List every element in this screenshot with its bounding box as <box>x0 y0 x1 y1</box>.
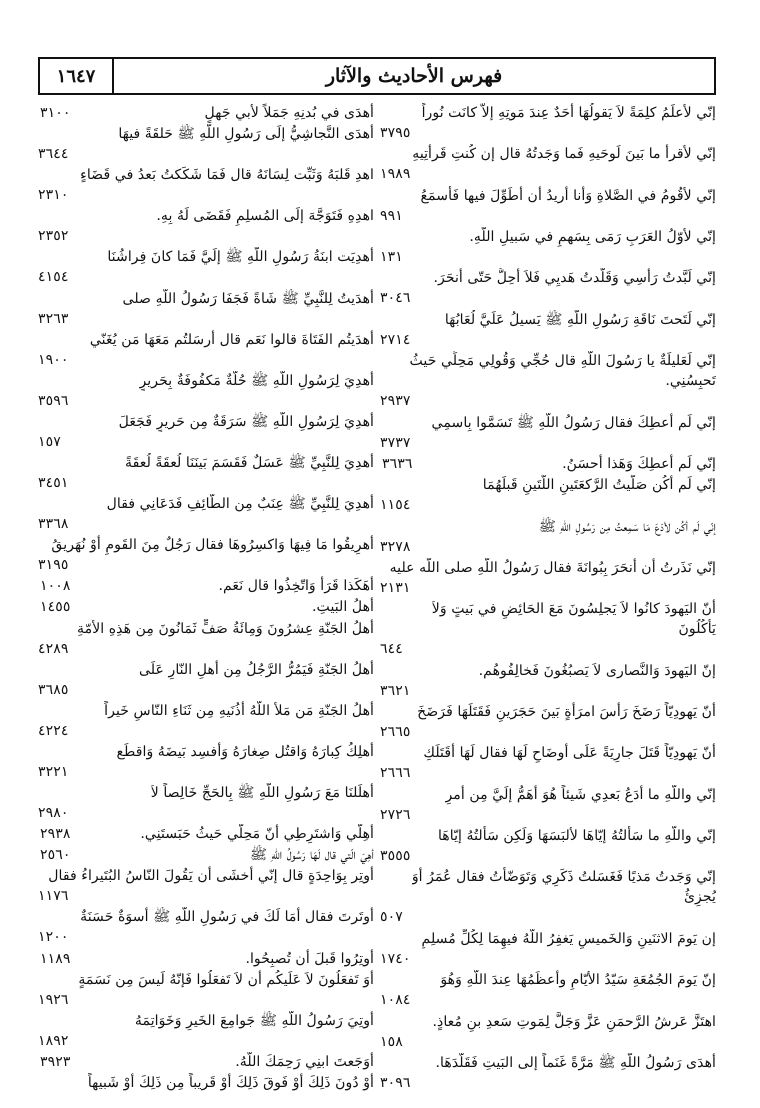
entry-line <box>380 1053 716 1073</box>
entry-line <box>380 144 716 164</box>
hadith-number: ٣٧٣٧ <box>380 434 411 451</box>
hadith-number: ٢٣٥٢ <box>38 228 69 245</box>
index-entry <box>380 268 716 308</box>
index-entry <box>38 970 374 1010</box>
entry-line <box>380 351 716 371</box>
index-entry <box>380 785 716 825</box>
entry-line <box>380 517 716 537</box>
index-entry <box>38 783 374 823</box>
index-entry <box>380 475 716 515</box>
index-entry <box>38 949 374 969</box>
entry-line <box>380 268 716 288</box>
hadith-text: يَأكُلُونَ <box>678 621 716 638</box>
index-entry <box>380 826 716 866</box>
entry-line <box>38 1011 374 1031</box>
hadith-text: أهلُ الجَنّةِ فَيَمُرُّ الرَّجُلُ مِن أهلِ النّارِ عَلَى <box>138 661 374 678</box>
hadith-number: ١٠٨٤ <box>380 992 411 1009</box>
hadith-number: ١٥٧ <box>38 433 61 450</box>
page-title: فهرس الأحاديث والآثار <box>325 65 503 87</box>
hadith-text: أُهدِيَ لِلنَّبِيِّ ﷺ عِنَبٌ مِن الطّائِفِ فَدَعَانِي فقال <box>106 496 374 513</box>
entry-line <box>380 413 716 433</box>
index-entry <box>38 576 374 596</box>
hadith-number: ١١٨٩ <box>40 950 71 967</box>
index-entry <box>38 535 374 575</box>
entry-line <box>38 103 374 123</box>
index-entry <box>38 289 374 329</box>
hadith-number: ١٤٥٥ <box>40 599 71 616</box>
index-entry <box>380 867 716 927</box>
index-entry <box>38 619 374 659</box>
entry-line <box>380 103 716 123</box>
hadith-number: ٣١٩٥ <box>38 557 69 574</box>
entry-line <box>380 743 716 763</box>
hadith-number: ٣٦٢١ <box>380 682 411 699</box>
hadith-number: ٣٩٢٣ <box>40 1053 71 1070</box>
hadith-text: إنّي لَم أكُن لأدَعَ مَا سَمِعتُ مِن رَسُولِ اللّهِ ﷺ <box>538 518 716 535</box>
hadith-number: ١٩٨٩ <box>380 166 411 183</box>
index-entry <box>38 824 374 844</box>
hadith-text: أهدَيتُ لِلنَّبِيِّ ﷺ شَاةً فَجَفَا رَسُولُ اللّهِ صلى <box>122 290 374 307</box>
hadith-text: إنّي وَجَدتُ مَذيًا فَغَسَلتُ ذَكَرِي وَتَوَضّأتُ فقال عُمَرُ أوَ <box>411 869 716 886</box>
index-entry <box>380 970 716 1010</box>
page-number: ١٦٤٧ <box>56 65 96 87</box>
entry-line <box>38 494 374 514</box>
hadith-number: ٢٧١٤ <box>380 331 411 348</box>
page-header <box>38 57 716 95</box>
hadith-text: أهلُ البَيتِ. <box>312 599 374 616</box>
entry-line <box>380 186 716 206</box>
hadith-text: اهدِهِ فَتَوَجَّهَ إلَى المُسلِمِ فَقَضَى لَهُ بِهِ. <box>156 208 374 225</box>
hadith-number: ٢١٣١ <box>380 579 411 596</box>
index-entry <box>38 866 374 906</box>
entry-line <box>38 742 374 762</box>
index-entry <box>380 351 716 411</box>
hadith-text: أوتِيَ رَسُولُ اللّهِ ﷺ جَوامِعَ الخَيرِ وَخَوَاتِمَهُ <box>134 1012 374 1029</box>
hadith-text: إنّي لَتَحتَ نَاقَةِ رَسُولِ اللّهِ ﷺ يَسيلُ عَلَيَّ لُعَابُهَا <box>444 311 716 328</box>
hadith-text: أوتَرتَ فقال أمَا لَكَ في رَسُولِ اللّهِ ﷺ أُسوَةٌ حَسَنَةٌ <box>80 909 374 926</box>
index-entry <box>380 558 716 598</box>
hadith-number: ٣٣٦٨ <box>38 516 69 533</box>
index-entry <box>38 845 374 865</box>
hadith-number: ٣٦٣٦ <box>382 455 413 472</box>
index-entry <box>38 165 374 205</box>
right-column <box>380 103 716 1093</box>
index-entry <box>380 454 716 474</box>
hadith-text: أنّ اليَهودَ كانُوا لاَ يَجلِسُونَ مَعَ الحَائِضِ في بَيتٍ وَلاَ <box>431 601 716 618</box>
hadith-text: أُهدِيَ لِلنَّبِيِّ ﷺ عَسَلٌ فَقَسَمَ بَينَنَا لُعقَةً لُعقَةً <box>124 454 374 471</box>
index-entry <box>38 330 374 370</box>
entry-line <box>38 289 374 309</box>
index-entry <box>380 310 716 350</box>
hadith-text: إنّي لأقُومُ في الصَّلاةِ وَأنا أُريدُ أن أُطَوِّلَ فيها فَأسمَعُ <box>420 187 716 204</box>
hadith-number: ٢٩٣٨ <box>40 826 71 843</box>
left-column <box>38 103 374 1093</box>
hadith-text: أهدَى رَسُولُ اللّهِ ﷺ مَرَّةً غَنَماً إلى البَيتِ فَقَلَّدَهَا. <box>435 1054 716 1071</box>
hadith-number: ٥٠٧ <box>380 909 403 926</box>
entry-line <box>38 124 374 144</box>
hadith-number: ١٧٤٠ <box>380 950 411 967</box>
hadith-text: إنّي لَبَّدتُ رَأسِي وَقَلَّدتُ هَديِي فَلاَ أُحِلُّ حَتّى أنحَرَ. <box>433 270 716 287</box>
index-entry <box>380 144 716 184</box>
index-entry <box>38 494 374 534</box>
entry-line <box>380 454 716 474</box>
entry-line <box>380 558 716 578</box>
index-entry <box>38 742 374 782</box>
entry-line <box>380 970 716 990</box>
index-entry <box>38 124 374 164</box>
hadith-text: أوْ دُونَ ذَلِكَ أوْ فَوقَ ذَلِكَ أوْ قَريباً مِن ذَلِكَ أوْ شَبيهاً <box>87 1074 374 1091</box>
hadith-number: ٤١٥٤ <box>38 269 69 286</box>
hadith-text: إنّي لأقرأُ ما بَينَ لَوحَيهِ فَما وَجَدتُهُ قال إن كُنتِ قَرأتِيهِ <box>412 146 716 163</box>
index-entry <box>38 103 374 123</box>
hadith-text: إنّ يَومَ الجُمُعَةِ سَيّدُ الأيّامِ وأعظَمُهَا عِندَ اللّهِ وَهُوَ <box>440 972 716 989</box>
entry-line <box>38 1073 374 1093</box>
entry-line <box>38 783 374 803</box>
entry-line <box>380 661 716 681</box>
index-entry <box>38 453 374 493</box>
hadith-text: أوَ تَفعَلُونَ لاَ عَلَيكُم أن لاَ تَفعَلُوا فَإنّهُ لَيسَ مِن نَسَمَةٍ <box>78 971 374 988</box>
hadith-number: ١٣١ <box>380 249 403 266</box>
index-entry <box>38 907 374 947</box>
entry-line <box>38 165 374 185</box>
hadith-text: أهرِيقُوا مَا فِيهَا وَاكسِرُوهَا فقال رَجُلٌ مِنَ القَومِ أوْ نُهَريقُ <box>51 537 374 554</box>
hadith-text: أهَكَذا قَرَأ وَاتّخِذُوا قال نَعَم. <box>218 578 374 595</box>
index-entry <box>380 1012 716 1052</box>
hadith-text: أُهدِيَ لِرَسُولِ اللّهِ ﷺ حُلّةٌ مَكفُوفَةٌ بِحَريرٍ <box>139 372 374 389</box>
index-entry <box>380 661 716 701</box>
entry-line <box>38 453 374 473</box>
hadith-number: ٤٢٢٤ <box>38 722 69 739</box>
entry-line <box>38 412 374 432</box>
entry-line <box>38 907 374 927</box>
hadith-text: أوَجَعتَ ابنِي رَحِمَكَ اللّهُ. <box>235 1053 374 1070</box>
hadith-text: إنّي لَعَليلَةٌ يا رَسُولَ اللّهِ قال حُجِّي وَقُولِي مَحِلِّي حَيثُ <box>409 353 716 370</box>
hadith-text: يُجزِئُ <box>683 889 716 906</box>
hadith-number: ٢٦٦٦ <box>380 765 411 782</box>
hadith-text: إنّي لأوّلُ العَرَبِ رَمَى بِسَهمٍ في سَبيلِ اللّهِ. <box>469 229 716 246</box>
entry-line <box>38 247 374 267</box>
hadith-text: إنّ اليَهودَ وَالنَّصارى لاَ يَصبُغُونَ فَخالِفُوهُم. <box>478 662 716 679</box>
hadith-text: أهدَى في بُدنِهِ جَمَلاً لأبي جَهلٍ <box>204 105 374 121</box>
hadith-number: ١٩٢٦ <box>38 991 69 1008</box>
index-entry <box>38 597 374 617</box>
hadith-number: ١٠٠٨ <box>40 578 71 595</box>
entry-line <box>380 929 716 949</box>
index-entry <box>38 247 374 287</box>
hadith-text: أوتِر بِوَاحِدَةٍ قال إنّي أخشَى أن يَقُولَ النّاسُ البُتَيراءُ فقال <box>48 868 374 885</box>
hadith-text: أهلُ الجَنّةِ عِشرُونَ وَمِائَةُ صَفٍّ ثَمَانُونَ مِن هَذِهِ الأُمّةِ <box>76 620 374 637</box>
entry-line <box>380 1012 716 1032</box>
index-entry <box>380 517 716 557</box>
hadith-text: أهدَى النَّجاشِيُّ إلَى رَسُولِ اللّهِ ﷺ حَلقَةً فيهَا <box>118 126 374 143</box>
hadith-text: أنّ يَهودِيّاً قَتَلَ جارِيَةً عَلَى أوضَاحٍ لَهَا فقال لَهَا أقَتَلَكِ <box>423 745 716 762</box>
hadith-text: إنّي نَذَرتُ أن أنحَرَ بِبُوانَةَ فقال رَسُولُ اللّهِ صلى اللّه عليه <box>389 559 716 576</box>
hadith-number: ١٨٩٢ <box>38 1032 69 1049</box>
hadith-number: ٣٠٩٦ <box>380 1074 411 1091</box>
hadith-number: ٣٠٤٦ <box>380 290 411 307</box>
hadith-number: ٣٥٩٦ <box>38 392 69 409</box>
hadith-number: ١١٥٤ <box>380 497 411 514</box>
hadith-text: أهلِكُ كِبارَهُ وَاقتُل صِغارَهُ وَأفسِد بَيضَهُ وَاقطَع <box>116 743 374 760</box>
entry-line <box>380 887 716 907</box>
hadith-number: ٤٢٨٩ <box>38 640 69 657</box>
hadith-number: ٣٢٧٨ <box>380 538 411 555</box>
hadith-number: ٢٥٦٠ <box>40 847 71 864</box>
entry-line <box>38 660 374 680</box>
entry-line <box>38 1052 374 1072</box>
hadith-number: ٣٥٥٥ <box>380 848 411 865</box>
entry-line <box>38 866 374 886</box>
index-entry <box>380 186 716 226</box>
index-entry <box>38 701 374 741</box>
hadith-number: ٩٩١ <box>380 207 403 224</box>
hadith-number: ٣٢٢١ <box>38 763 69 780</box>
entry-line <box>38 970 374 990</box>
entry-line <box>380 227 716 247</box>
hadith-number: ٣٤٥١ <box>38 474 69 491</box>
index-entry <box>38 206 374 246</box>
entry-line <box>38 949 374 969</box>
index-entry <box>38 1073 374 1093</box>
hadith-text: إنّي واللّهِ ما أدَعُ بَعدِي شَيئاً هُوَ أهَمُّ إلَيَّ مِن أمرِ <box>445 786 716 803</box>
hadith-number: ١٢٠٠ <box>38 929 69 946</box>
entry-line <box>38 701 374 721</box>
hadith-text: أنّ يَهودِيّاً رَضَخَ رَأسَ امرَأةٍ بَينَ حَجَرَينِ فَقَتَلَهَا فَرَضَخَ <box>417 704 716 721</box>
index-entry <box>380 1053 716 1093</box>
index-entry <box>38 371 374 411</box>
entry-line <box>38 371 374 391</box>
entry-line <box>380 785 716 805</box>
hadith-text: أُهدِيَت ابنَةُ رَسُولِ اللّهِ ﷺ إلَيَّ فَمَا كانَ فِراشُنَا <box>107 249 374 266</box>
hadith-number: ٢٩٣٧ <box>380 393 411 410</box>
hadith-text: إنّي واللّهِ ما سَألتُهُ إيّاهَا لألبَسَهَا وَلَكِن سَألتُهُ إيّاهَا <box>437 828 716 845</box>
index-entry <box>380 413 716 453</box>
hadith-number: ١١٧٦ <box>38 888 69 905</box>
hadith-text: اهتَزَّ عَرشُ الرَّحمَنِ عَزَّ وَجَلَّ لِمَوتِ سَعدِ بنِ مُعاذٍ. <box>432 1013 716 1030</box>
entry-line <box>38 576 374 596</box>
entry-line <box>380 599 716 619</box>
entry-line <box>380 310 716 330</box>
hadith-number: ٢٣١٠ <box>38 187 69 204</box>
hadith-text: أهلَلنَا مَعَ رَسُولِ اللّهِ ﷺ بِالحَجِّ خَالِصاً لاَ <box>150 784 374 801</box>
hadith-text: إنّي لأعلَمُ كلِمَةً لاَ يَقولُهَا أحَدٌ عِندَ مَوتِهِ إلاّ كانَت نُوراً <box>421 105 716 121</box>
index-entry <box>38 1011 374 1051</box>
entry-line <box>380 867 716 887</box>
entry-line <box>38 206 374 226</box>
index-entry <box>380 103 716 143</box>
index-entry <box>380 743 716 783</box>
hadith-number: ٣٧٩٥ <box>380 125 411 141</box>
index-entry <box>38 1052 374 1072</box>
index-entry <box>38 660 374 700</box>
entry-line <box>38 619 374 639</box>
hadith-text: إنّي لَم أكُن صَلّيتُ الرَّكعَتَينِ اللّتَينِ قَبلَهُمَا <box>482 477 716 494</box>
index-entry <box>380 227 716 267</box>
hadith-number: ٦٤٤ <box>380 641 403 658</box>
entry-line <box>38 845 374 865</box>
index-entry <box>380 702 716 742</box>
hadith-number: ٢٦٦٥ <box>380 724 411 741</box>
entry-line <box>380 619 716 639</box>
hadith-text: اهدِ قَلبَهُ وَثَبِّت لِسَانَهُ قال فَمَا شَكَكتُ بَعدُ في قَضَاءٍ <box>80 167 374 184</box>
entry-line <box>38 330 374 350</box>
hadith-number: ٣٢٦٣ <box>38 310 69 327</box>
hadith-text: إن يَومَ الاثنَينِ وَالخَميسِ يَغفِرُ اللّهُ فيهِمَا لِكُلِّ مُسلِمٍ <box>421 930 716 947</box>
hadith-text: أُهدِيَ لِرَسُولِ اللّهِ ﷺ سَرَقَةٌ مِن حَريرٍ فَجَعَلَ <box>118 413 374 430</box>
entry-line <box>380 702 716 722</box>
hadith-text: تَحبِسُنِي. <box>665 373 716 390</box>
entry-line <box>38 824 374 844</box>
hadith-number: ١٩٠٠ <box>38 351 69 368</box>
hadith-text: أهِيَ الّتي قال لَهَا رَسُولُ اللّهِ ﷺ <box>249 847 374 864</box>
hadith-number: ١٥٨ <box>380 1033 403 1050</box>
hadith-number: ٢٩٨٠ <box>38 804 69 821</box>
hadith-number: ٣١٠٠ <box>40 105 71 121</box>
hadith-number: ٢٧٢٦ <box>380 806 411 823</box>
hadith-number: ٣٦٨٥ <box>38 681 69 698</box>
hadith-text: إنّي لَم أُعطِكَ وَهَذا أحسَنُ. <box>562 455 716 472</box>
entry-line <box>380 826 716 846</box>
hadith-text: أهدَيتُم الفَتَاةَ قالوا نَعَم قال أرسَلتُم مَعَهَا مَن يُغَنّي <box>89 331 374 348</box>
hadith-number: ٣٦٤٤ <box>38 146 69 163</box>
entry-line <box>380 371 716 391</box>
index-entry <box>38 412 374 452</box>
entry-line <box>380 475 716 495</box>
entry-line <box>38 597 374 617</box>
index-entry <box>380 599 716 659</box>
hadith-text: أهلُ الجَنّةِ مَن مَلأ اللّهُ أذُنَيهِ مِن ثَنَاءِ النّاسِ خَيراً <box>104 702 374 719</box>
hadith-text: أوتِرُوا قَبلَ أن تُصبِحُوا. <box>245 950 374 967</box>
hadith-text: أهِلّي وَاشتَرِطِي أنّ مَحِلّي حَيثُ حَبَستَنِي. <box>140 826 374 843</box>
hadith-text: إنّي لَم أُعطِكَ فقال رَسُولُ اللّهِ ﷺ تَسَمَّوا بِاسمِي <box>431 414 716 431</box>
entry-line <box>38 535 374 555</box>
index-entry <box>380 929 716 969</box>
